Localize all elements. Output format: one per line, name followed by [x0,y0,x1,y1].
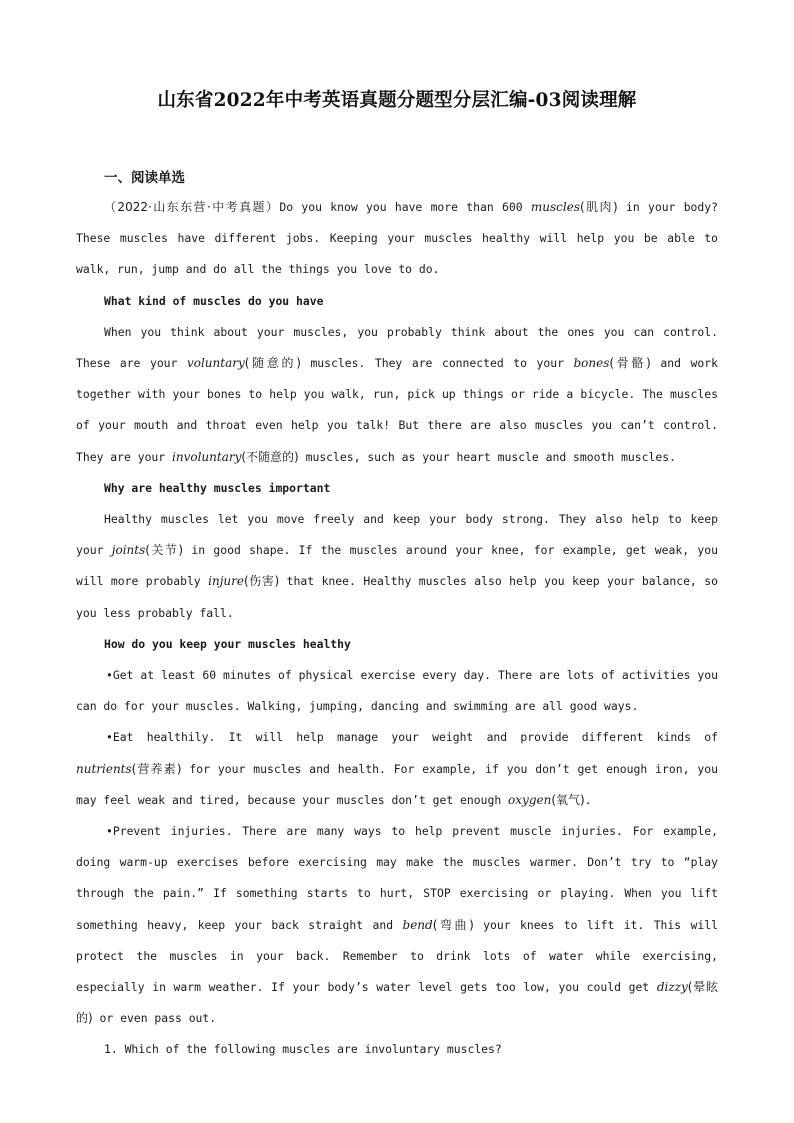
vocab-gloss: (营养素) [131,761,182,776]
paragraph: Healthy muscles let you move freely and keep your body strong. They also help to keep your joints(关节) in good shape. If the muscles around your knee, for example, get weak, you will more probably injure(伤害) that knee. Healthy muscles also help you keep your balance, so you less probably fall. [76,512,718,620]
intro-paragraph: （2022·山东东营·中考真题）Do you know you have more than 600 muscles(肌肉) in your body? These muscles have different jobs. Keeping your muscles healthy will help you be able to walk, run, jump and do all the things you love to do. [76,200,718,277]
document-title: 山东省2022年中考英语真题分题型分层汇编-03阅读理解 [157,90,637,111]
bullet-item: •Get at least 60 minutes of physical exercise every day. There are lots of activities you can do for your muscles. Walking, jumping, dancing and swimming are all good ways. [76,668,718,714]
vocab-term: bend [402,917,433,932]
vocab-term: joints [111,543,146,558]
vocab-gloss: (弯曲) [432,917,474,932]
vocab-term: muscles [530,200,580,214]
subheading: Why are healthy muscles important [104,480,331,495]
vocab-term: nutrients [76,761,132,776]
vocab-term: dizzy [656,980,688,995]
vocab-gloss: (晕眩的) [76,980,718,1026]
bullet-item: •Prevent injuries. There are many ways to help prevent muscle injuries. For example, doing warm-up exercises before exercising may make the muscles warmer. Don’t try to “play through the pain.” If something starts to hurt, STOP exercising or playing. When you lift something heavy, keep your back straight and bend(弯曲) your knees to lift it. This will protect the muscles in your back. Remember to drink lots of water while exercising, especially in warm weather. If your body’s water level gets too low, you could get dizzy(晕眩的) or even pass out. [76,824,718,1026]
vocab-term: injure [208,574,244,589]
vocab-gloss: (随意的) [244,356,301,371]
paragraph: When you think about your muscles, you probably think about the ones you can control. These are your voluntary(随意的) muscles. They are connected to your bones(骨骼) and work together with your bones to help you walk, run, pick up things or ride a bicycle. The muscles of your mouth and throat even help you talk! But there are also muscles you can’t control. They are your involuntary(不随意的) muscles, such as your heart muscle and smooth muscles. [76,324,718,464]
vocab-gloss: (伤害) [244,574,280,589]
subheading: What kind of muscles do you have [104,293,324,308]
question-1: 1. Which of the following muscles are involuntary muscles? [104,1042,502,1057]
vocab-term: involuntary [172,449,242,464]
vocab-term: oxygen [508,792,552,807]
bullet-item: •Eat healthily. It will help manage your weight and provide different kinds of nutrients(营养素) for your muscles and health. For example, if you don’t get enough iron, you may feel weak and tired, because your muscles don’t get enough oxygen(氧气). [76,730,718,807]
vocab-gloss: (不随意的) [241,449,299,464]
vocab-gloss: (关节) [145,543,184,558]
section-title: 一、阅读单选 [104,170,185,186]
question-source: （2022·山东东营·中考真题） [104,200,280,214]
vocab-term: bones [573,356,610,371]
vocab-gloss: (氧气) [551,792,585,807]
vocab-gloss: (肌肉) [580,200,618,214]
reading-passage [76,192,718,1066]
subheading: How do you keep your muscles healthy [104,636,351,651]
vocab-term: voluntary [186,356,245,371]
vocab-gloss: (骨骼) [609,356,651,371]
